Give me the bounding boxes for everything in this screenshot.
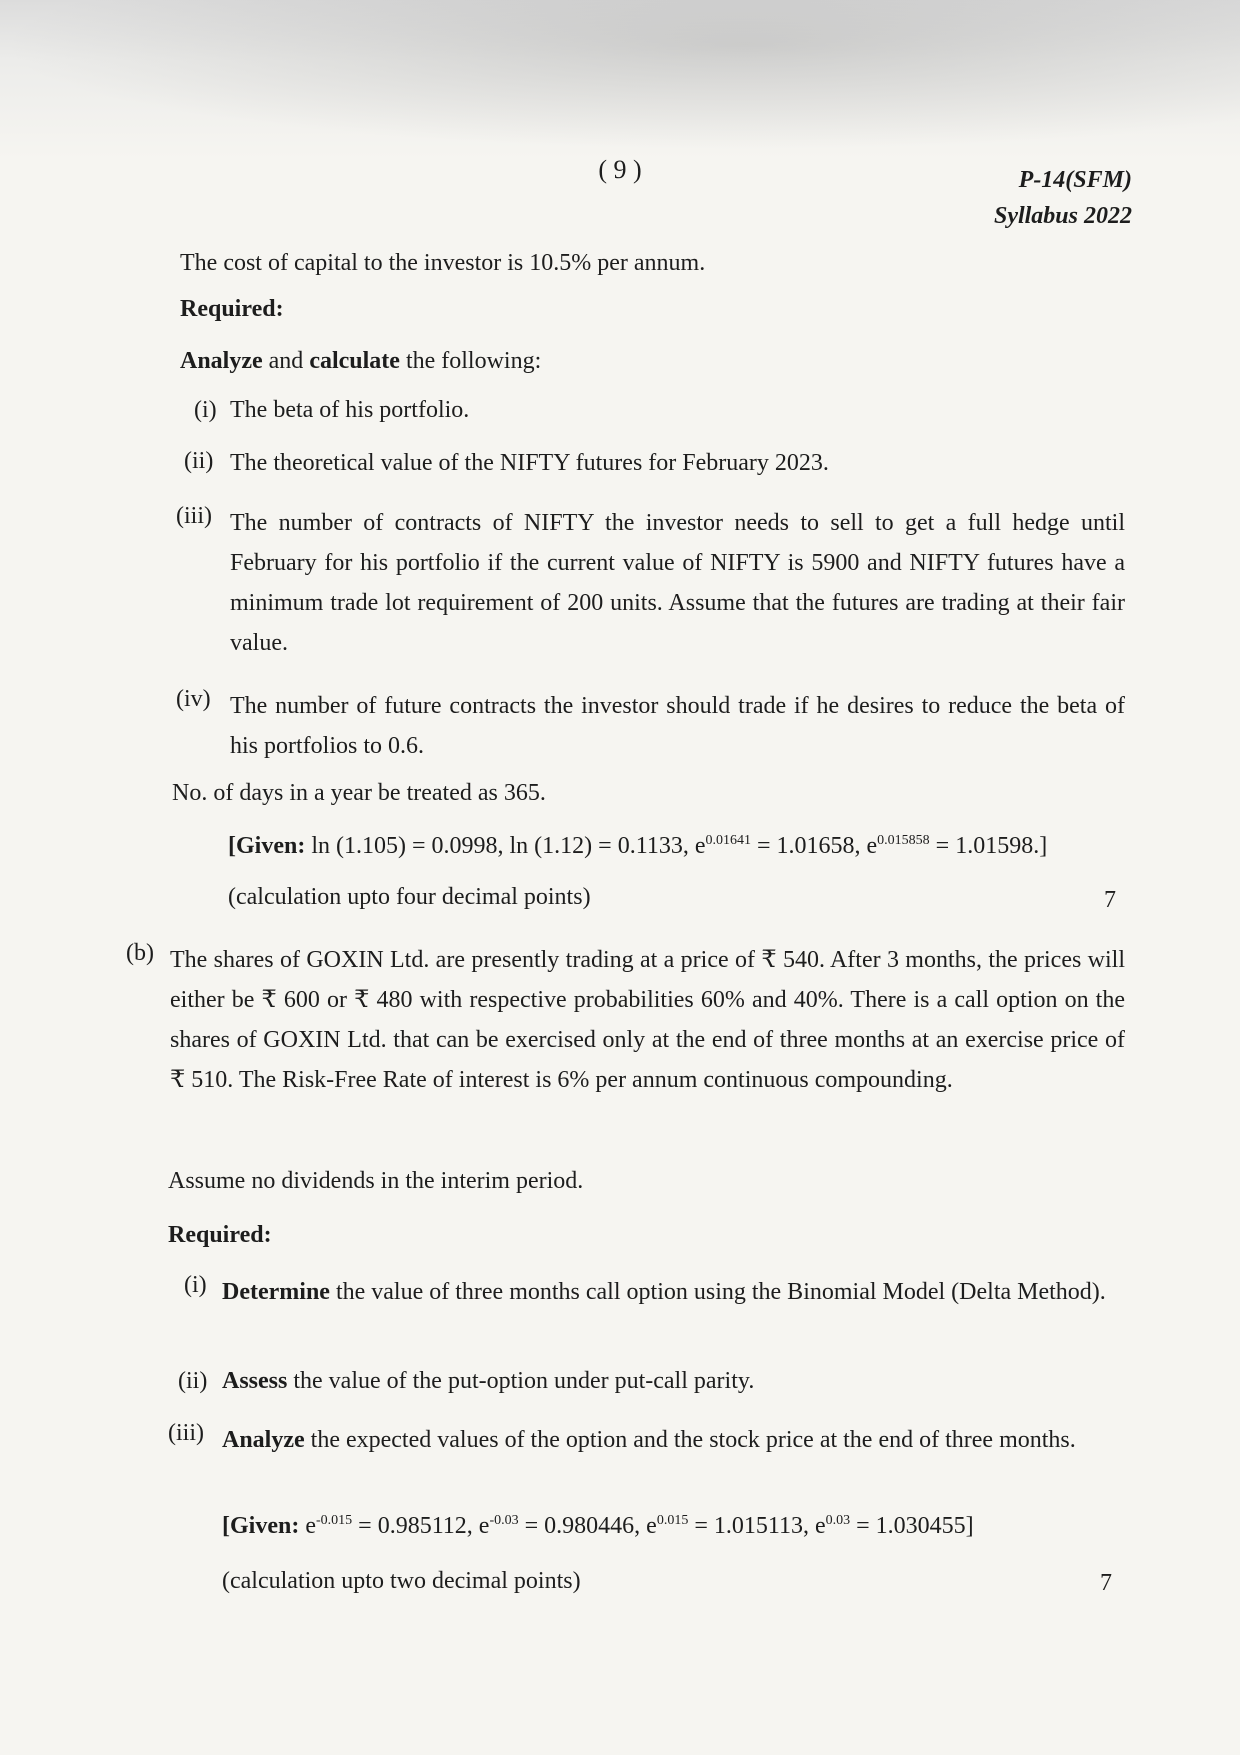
item-b-iii-text bbox=[222, 1420, 1125, 1460]
item-b-i-rest: the value of three months call option using the Binomial Model (Delta Method). bbox=[329, 1279, 1106, 1305]
page-number: ( 9 ) bbox=[598, 155, 642, 184]
given-a-text-2: = 1.01658, e bbox=[750, 833, 878, 859]
given-a-exp-2: 0.015858 bbox=[877, 833, 930, 848]
item-a-ii-text: The theoretical value of the NIFTY futures for February 2023. bbox=[230, 450, 829, 476]
analyze-word: Analyze bbox=[180, 348, 263, 374]
given-formulas-b bbox=[222, 1513, 974, 1540]
goxin-description: The shares of GOXIN Ltd. are presently trading at a price of ₹ 540. After 3 months, the prices will either be ₹ 600 or ₹ 480 with respective probabilities 60% and 40%. There is a call option on the shares of GOXIN Ltd. that can be exercised only at the end of three months at an exercise price of ₹ 510. The Risk-Free Rate of interest is 6% per annum continuous compounding. bbox=[170, 947, 1125, 1093]
paper-code: P-14(SFM) bbox=[1018, 167, 1132, 193]
marks-b: 7 bbox=[1100, 1570, 1112, 1596]
item-b-ii-label: (ii) bbox=[178, 1368, 208, 1394]
given-a-text-3: = 1.01598.] bbox=[929, 833, 1048, 859]
cost-of-capital-line: The cost of capital to the investor is 10.5% per annum. bbox=[180, 250, 706, 276]
given-b-text-1: e bbox=[299, 1513, 316, 1539]
item-a-iii-label: (iii) bbox=[176, 503, 212, 529]
item-a-i-text: The beta of his portfolio. bbox=[230, 397, 470, 423]
item-a-iii-text: The number of contracts of NIFTY the investor needs to sell to get a full hedge until February for his portfolio if the current value of NIFTY is 5900 and NIFTY futures have a minimum trade lot requirement of 200 units. Assume that the futures are trading at their fair value. bbox=[230, 510, 1125, 656]
item-a-ii-label: (ii) bbox=[184, 448, 214, 474]
item-a-iv-text: The number of future contracts the investor should trade if he desires to reduce the beta of his portfolios to 0.6. bbox=[230, 693, 1125, 759]
item-a-iv-label: (iv) bbox=[176, 686, 211, 712]
given-b-exp-4: 0.03 bbox=[825, 1513, 851, 1528]
item-b-i-text bbox=[222, 1272, 1125, 1312]
given-a-text-1: ln (1.105) = 0.0998, ln (1.12) = 0.1133, e bbox=[305, 833, 706, 859]
calculate-word: calculate bbox=[309, 348, 400, 374]
days-note: No. of days in a year be treated as 365. bbox=[172, 780, 546, 806]
and-word: and bbox=[262, 348, 310, 374]
part-b-label: (b) bbox=[126, 940, 154, 966]
item-b-i-label: (i) bbox=[184, 1272, 207, 1298]
given-b-text-4: = 1.015113, e bbox=[688, 1513, 826, 1539]
given-b-exp-2: -0.03 bbox=[489, 1513, 519, 1528]
given-formulas-a bbox=[228, 833, 1047, 860]
given-b-exp-1: -0.015 bbox=[315, 1513, 353, 1528]
item-a-i-label: (i) bbox=[194, 397, 217, 423]
following-text: the following: bbox=[399, 348, 542, 374]
calc-note-b: (calculation upto two decimal points) bbox=[222, 1568, 581, 1594]
marks-a: 7 bbox=[1104, 887, 1116, 913]
analyze-instruction bbox=[180, 348, 541, 375]
dividend-assumption: Assume no dividends in the interim period. bbox=[168, 1168, 584, 1194]
given-label-a: [Given: bbox=[228, 833, 306, 859]
given-a-exp-1: 0.01641 bbox=[705, 833, 751, 848]
item-b-ii-text bbox=[222, 1368, 754, 1395]
syllabus-label: Syllabus 2022 bbox=[993, 203, 1132, 229]
item-b-iii-rest: the expected values of the option and the stock price at the end of three months. bbox=[304, 1427, 1076, 1453]
given-b-text-5: = 1.030455] bbox=[850, 1513, 974, 1539]
item-b-iii-label: (iii) bbox=[168, 1420, 204, 1446]
required-heading-a: Required: bbox=[180, 296, 284, 322]
item-b-i-bold: Determine bbox=[222, 1279, 330, 1305]
required-heading-b: Required: bbox=[168, 1222, 272, 1248]
item-b-iii-bold: Analyze bbox=[222, 1427, 305, 1453]
given-b-text-3: = 0.980446, e bbox=[518, 1513, 657, 1539]
paper-code-block bbox=[994, 162, 1132, 234]
scan-smudge bbox=[0, 0, 1240, 150]
item-b-ii-bold: Assess bbox=[222, 1368, 288, 1394]
given-label-b: [Given: bbox=[222, 1513, 300, 1539]
given-b-exp-3: 0.015 bbox=[656, 1513, 689, 1528]
given-b-text-2: = 0.985112, e bbox=[352, 1513, 490, 1539]
calc-note-a: (calculation upto four decimal points) bbox=[228, 884, 591, 910]
item-b-ii-rest: the value of the put-option under put-call parity. bbox=[287, 1368, 755, 1394]
